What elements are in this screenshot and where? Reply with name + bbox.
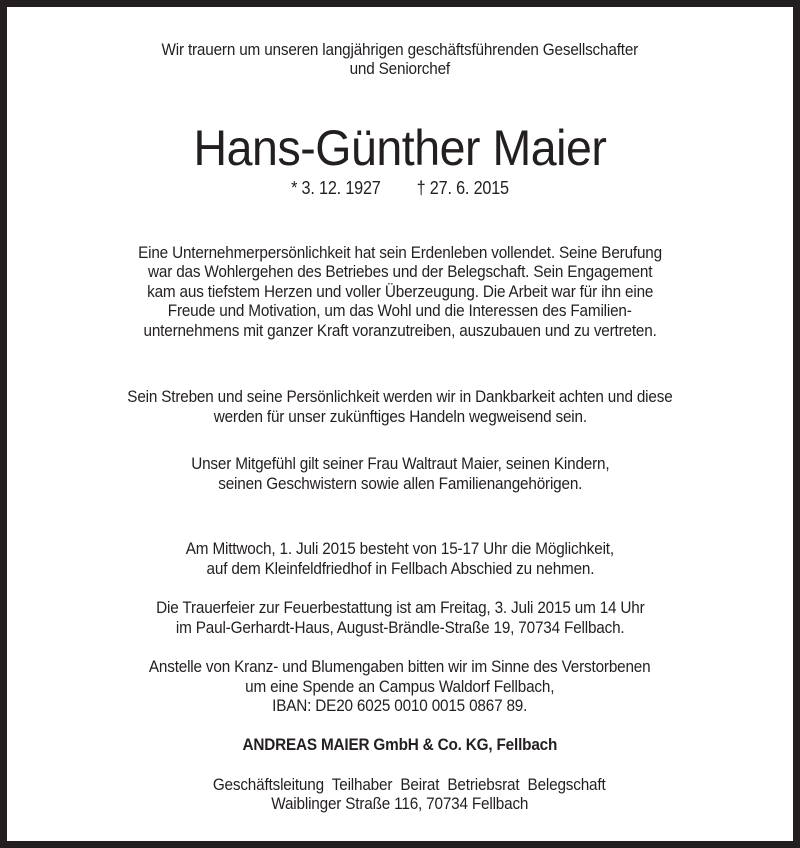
sympathy-line-2: seinen Geschwistern sowie allen Familienangehörigen. (217, 474, 582, 493)
signature-groups: Geschäftsleitung Teilhaber Beirat Betriebsrat Belegschaft (212, 775, 606, 794)
donation-line-2: um eine Spende an Campus Waldorf Fellbach, (245, 677, 555, 696)
funeral-line-2: im Paul-Gerhardt-Haus, August-Brändle-Straße 19, 70734 Fellbach. (175, 618, 625, 637)
sympathy-line-1: Unser Mitgefühl gilt seiner Frau Waltraut Maier, seinen Kindern, (190, 454, 610, 473)
viewing-line-1: Am Mittwoch, 1. Juli 2015 besteht von 15-17 Uhr die Möglichkeit, (185, 539, 615, 558)
donation-iban: IBAN: DE20 6025 0010 0015 0867 89. (272, 696, 528, 715)
signature-address: Waiblinger Straße 116, 70734 Fellbach (271, 794, 529, 813)
tribute-line-3: kam aus tiefstem Herzen und voller Überzeugung. Die Arbeit war für ihn eine (146, 282, 654, 301)
death-date: † 27. 6. 2015 (416, 178, 509, 198)
funeral-line-1: Die Trauerfeier zur Feuerbestattung ist am Freitag, 3. Juli 2015 um 14 Uhr (155, 598, 645, 617)
donation-line-1: Anstelle von Kranz- und Blumengaben bitten wir im Sinne des Verstorbenen (149, 657, 651, 676)
life-dates (7, 177, 793, 199)
tribute-line-5: unternehmens mit ganzer Kraft voranzutreiben, auszubauen und zu vertreten. (143, 321, 657, 340)
intro-line-2: und Seniorchef (349, 59, 451, 78)
gratitude-line-1: Sein Streben und seine Persönlichkeit werden wir in Dankbarkeit achten und diese (127, 387, 673, 406)
deceased-name: Hans-Günther Maier (193, 120, 607, 176)
tribute-line-2: war das Wohlergehen des Betriebes und der Belegschaft. Sein Engagement (147, 262, 653, 281)
viewing-line-2: auf dem Kleinfeldfriedhof in Fellbach Abschied zu nehmen. (206, 559, 594, 578)
signature-company: ANDREAS MAIER GmbH & Co. KG, Fellbach (242, 735, 558, 754)
birth-date: * 3. 12. 1927 (291, 178, 381, 198)
tribute-line-1: Eine Unternehmerpersönlichkeit hat sein Erdenleben vollendet. Seine Berufung (138, 243, 662, 262)
intro-line-1: Wir trauern um unseren langjährigen geschäftsführenden Gesellschafter (161, 40, 639, 59)
tribute-line-4: Freude und Motivation, um das Wohl und die Interessen des Familien- (168, 301, 632, 320)
gratitude-line-2: werden für unser zukünftiges Handeln wegweisend sein. (213, 407, 587, 426)
